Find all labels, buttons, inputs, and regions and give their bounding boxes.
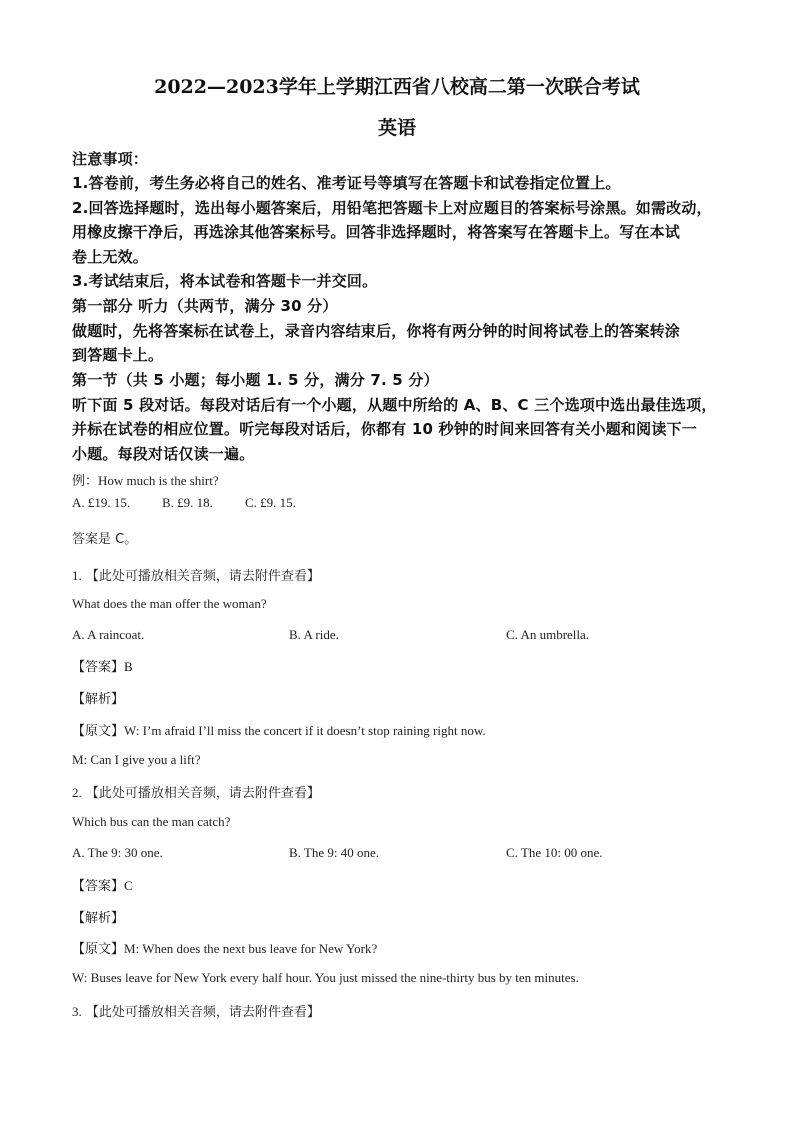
exam-title: 2022—2023学年上学期江西省八校高二第一次联合考试	[154, 76, 640, 98]
question-2-analysis-label: 【解析】	[72, 911, 125, 926]
example-option-a: A. £19. 15.	[72, 495, 131, 510]
question-2-option-a: A. The 9: 30 one.	[72, 845, 163, 860]
subject-title: 英语	[377, 117, 416, 139]
question-2-option-b: B. The 9: 40 one.	[289, 845, 380, 860]
audio-link[interactable]: 【此处可播放相关音频，请去附件查看】	[85, 786, 320, 801]
example-question: 例：How much is the shirt?	[72, 473, 219, 488]
answer-value: B	[124, 659, 133, 674]
question-1-stem: What does the man offer the woman?	[72, 596, 267, 611]
question-3-header	[72, 1001, 320, 1020]
question-2-stem: Which bus can the man catch?	[72, 814, 231, 829]
section1-instructions-line-1: 听下面 5 段对话。每段对话后有一个小题，从题中所给的 A、B、C 三个选项中选出最佳选项，	[72, 396, 717, 414]
question-1-answer	[72, 656, 133, 676]
question-2-transcript-line-1	[72, 938, 377, 958]
answer-label: 【答案】	[72, 660, 125, 675]
notice-item-2-line-3: 卷上无效。	[72, 248, 149, 266]
question-2-transcript-line-2: W: Buses leave for New York every half hour. You just missed the nine-thirty bus by ten minutes.	[72, 970, 579, 985]
example-option-b: B. £9. 18.	[162, 495, 213, 510]
section1-instructions-line-3: 小题。每段对话仅读一遍。	[72, 445, 255, 463]
example-option-c: C. £9. 15.	[245, 495, 296, 510]
notice-item-1: 1.答卷前，考生务必将自己的姓名、准考证号等填写在答题卡和试卷指定位置上。	[72, 174, 621, 192]
question-1-option-b: B. A ride.	[289, 627, 339, 642]
part1-heading: 第一部分 听力（共两节，满分 30 分）	[72, 297, 338, 315]
notice-item-3: 3.考试结束后，将本试卷和答题卡一并交回。	[72, 272, 378, 290]
question-2-answer	[72, 875, 133, 895]
question-1-transcript-line-1	[72, 720, 486, 740]
question-1-option-a: A. A raincoat.	[72, 627, 145, 642]
notice-heading: 注意事项：	[72, 150, 149, 168]
question-2-option-c: C. The 10: 00 one.	[506, 845, 603, 860]
transcript-label: 【原文】	[72, 942, 125, 957]
answer-value: C	[124, 878, 133, 893]
transcript-text: W: I’m afraid I’ll miss the concert if it doesn’t stop raining right now.	[124, 723, 486, 738]
example-answer: 答案是 C。	[72, 532, 138, 547]
question-number: 2.	[72, 785, 82, 800]
transcript-label: 【原文】	[72, 724, 125, 739]
notice-item-2-line-2: 用橡皮擦干净后，再选涂其他答案标号。回答非选择题时，将答案写在答题卡上。写在本试	[72, 223, 681, 241]
question-1-analysis-label: 【解析】	[72, 692, 125, 707]
audio-link[interactable]: 【此处可播放相关音频，请去附件查看】	[85, 1005, 320, 1020]
section1-heading: 第一节（共 5 小题；每小题 1. 5 分，满分 7. 5 分）	[72, 371, 439, 389]
section1-instructions-line-2: 并标在试卷的相应位置。听完每段对话后，你都有 10 秒钟的时间来回答有关小题和阅读下一	[72, 420, 697, 438]
notice-item-2-line-1: 2.回答选择题时，选出每小题答案后，用铅笔把答题卡上对应题目的答案标号涂黑。如需改动，	[72, 199, 712, 217]
question-number: 3.	[72, 1004, 82, 1019]
question-2-header	[72, 782, 320, 801]
part1-intro-line-2: 到答题卡上。	[72, 346, 164, 364]
question-1-header	[72, 565, 320, 584]
audio-link[interactable]: 【此处可播放相关音频，请去附件查看】	[85, 569, 320, 584]
question-1-option-c: C. An umbrella.	[506, 627, 590, 642]
answer-label: 【答案】	[72, 879, 125, 894]
question-1-transcript-line-2: M: Can I give you a lift?	[72, 752, 201, 767]
question-number: 1.	[72, 568, 82, 583]
transcript-text: M: When does the next bus leave for New York?	[124, 941, 378, 956]
part1-intro-line-1: 做题时，先将答案标在试卷上，录音内容结束后，你将有两分钟的时间将试卷上的答案转涂	[72, 322, 681, 340]
